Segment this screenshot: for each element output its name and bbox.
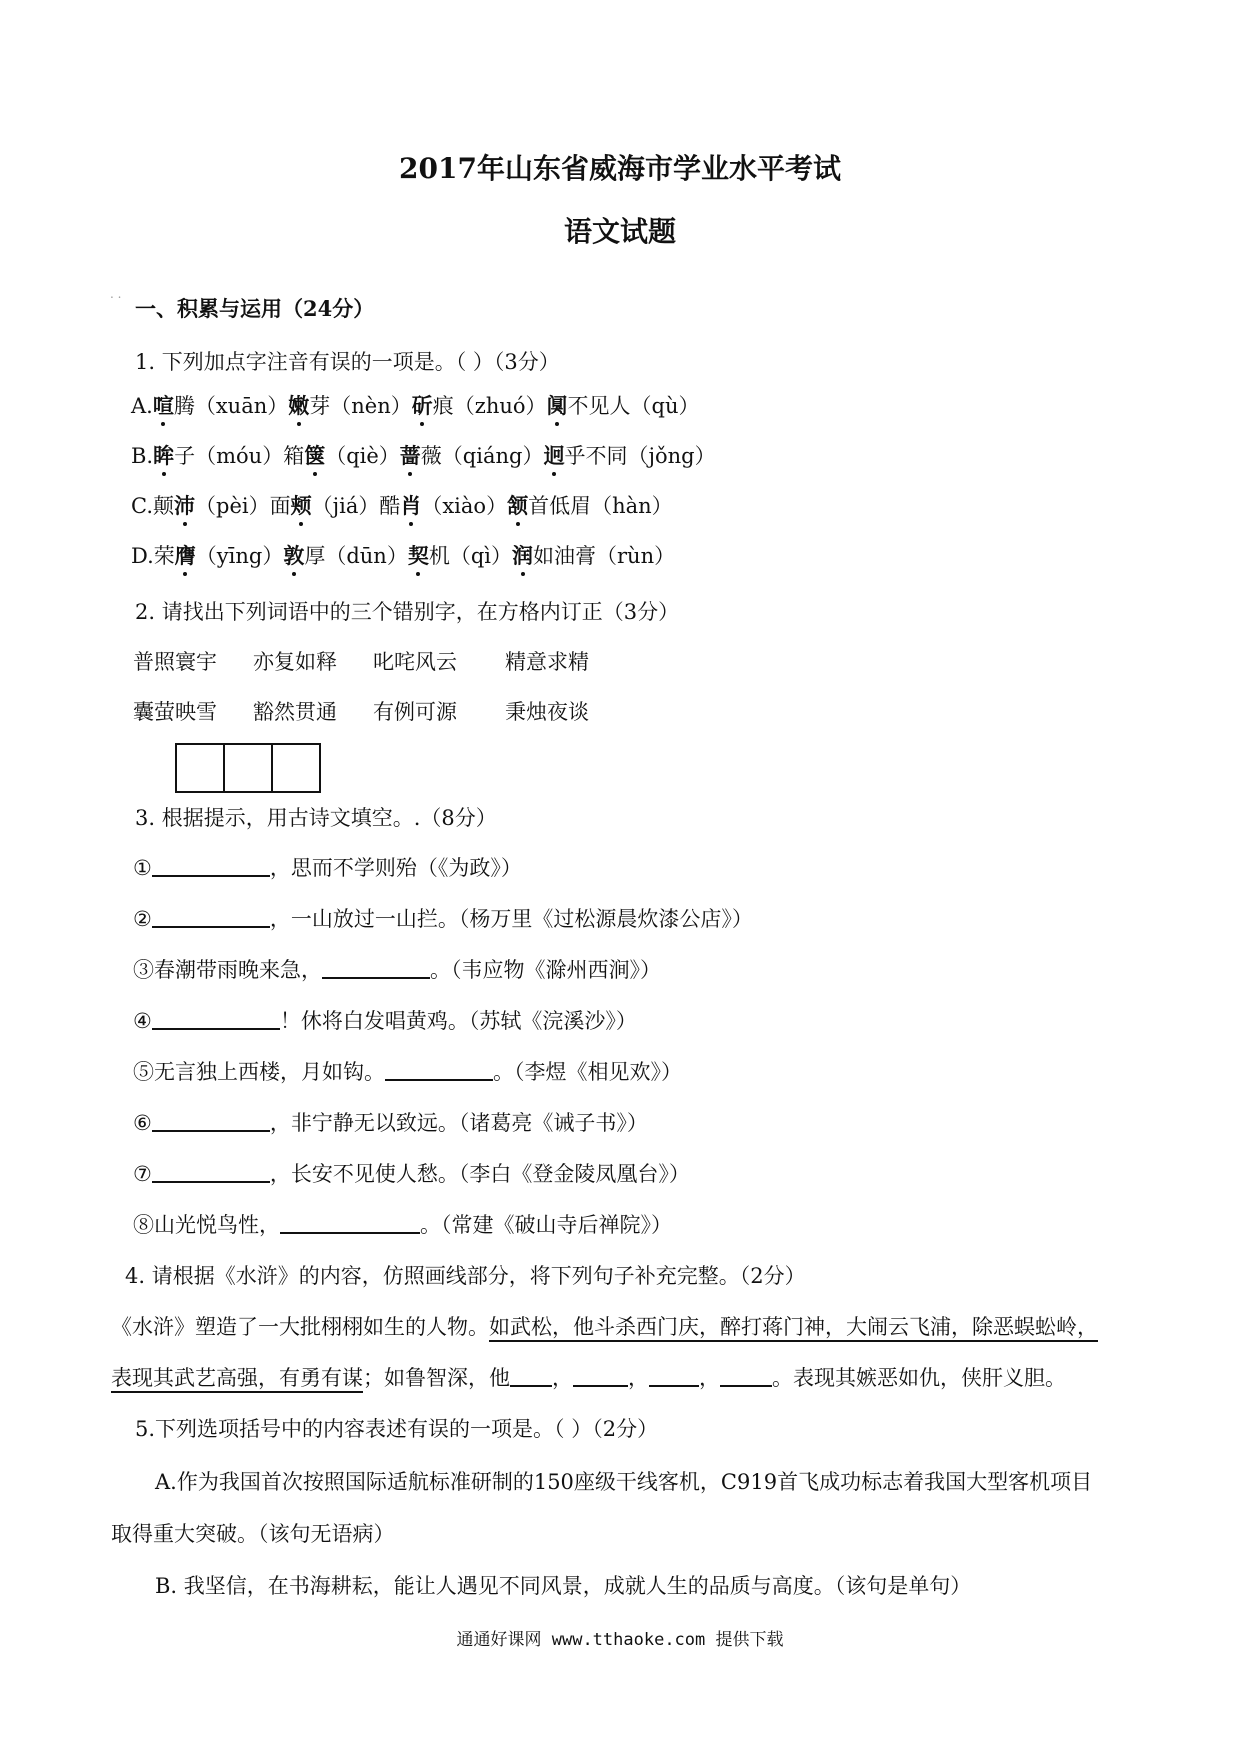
q4-underlined-text: 表现其武艺高强，有勇有谋 xyxy=(111,1366,363,1393)
q1-option-d xyxy=(131,542,675,570)
q5-option-b: B. 我坚信，在书海耕耘，能让人遇见不同风景，成就人生的品质与高度。（该句是单句） xyxy=(155,1574,972,1598)
fill-prefix: ③春潮带雨晚来急， xyxy=(133,958,322,982)
q4-text: 。表现其嫉恶如仇，侠肝义胆。 xyxy=(772,1366,1066,1390)
dotted-char: 嫩 xyxy=(288,393,310,418)
fill-blank[interactable] xyxy=(720,1365,772,1387)
q2-stem: 2. 请找出下列词语中的三个错别字，在方格内订正（3分） xyxy=(135,600,680,624)
q5-option-a-line-2: 取得重大突破。（该句无语病） xyxy=(111,1522,395,1546)
fill-line-6 xyxy=(133,1109,648,1137)
opt-text: 子（móu）箱 xyxy=(174,444,305,468)
opt-text: （jiá）酷 xyxy=(311,494,401,518)
dotted-char: 肖 xyxy=(400,493,422,518)
opt-text: 薇（qiáng） xyxy=(420,444,544,468)
dotted-char: 阒 xyxy=(546,393,568,418)
section-heading: 一、积累与运用（24分） xyxy=(135,296,375,321)
correction-box[interactable] xyxy=(175,743,225,793)
fill-blank[interactable] xyxy=(152,1110,270,1132)
fill-blank[interactable] xyxy=(649,1365,699,1387)
dotted-char: 眸 xyxy=(153,443,175,468)
opt-prefix: C.颠 xyxy=(131,494,174,518)
dotted-char: 迥 xyxy=(543,443,565,468)
q1-stem: 1. 下列加点字注音有误的一项是。（ ）（3分） xyxy=(135,350,560,374)
fill-prefix: ⑥ xyxy=(133,1111,152,1135)
q4-line-1 xyxy=(111,1313,1098,1341)
q4-underlined-text: 如武松，他斗杀西门庆，醉打蒋门神，大闹云飞浦，除恶蜈蚣岭， xyxy=(489,1315,1098,1342)
opt-text: 芽（nèn） xyxy=(309,394,412,418)
q3-stem: 3. 根据提示，用古诗文填空。.（8分） xyxy=(135,806,497,830)
q4-comma: ， xyxy=(628,1366,649,1390)
opt-text: 腾（xuān） xyxy=(173,394,289,418)
fill-blank[interactable] xyxy=(385,1059,493,1081)
q4-stem: 4. 请根据《水浒》的内容，仿照画线部分，将下列句子补充完整。（2分） xyxy=(125,1264,806,1288)
fill-line-3 xyxy=(133,956,661,984)
opt-text: 如油膏（rùn） xyxy=(533,544,676,568)
fill-blank[interactable] xyxy=(152,1008,280,1030)
q2-word: 叱咤风云 xyxy=(373,650,457,674)
fill-suffix: ，非宁静无以致远。（诸葛亮《诫子书》） xyxy=(269,1111,648,1135)
dotted-char: 敦 xyxy=(283,543,305,568)
q2-word: 有例可源 xyxy=(373,700,457,724)
fill-blank[interactable] xyxy=(510,1365,552,1387)
dotted-char: 沛 xyxy=(174,493,195,518)
page-subtitle: 语文试题 xyxy=(563,215,676,248)
q4-comma: ， xyxy=(699,1366,720,1390)
correction-boxes xyxy=(175,743,319,793)
fill-blank[interactable] xyxy=(152,855,270,877)
opt-prefix: B. xyxy=(131,444,154,468)
opt-text: （yīng） xyxy=(195,544,284,568)
fill-prefix: ② xyxy=(133,907,152,931)
fill-blank[interactable] xyxy=(322,957,430,979)
fill-suffix: ，一山放过一山拦。（杨万里《过松源晨炊漆公店》） xyxy=(269,907,753,931)
fill-prefix: ⑧山光悦鸟性， xyxy=(133,1213,280,1237)
fill-suffix: ，长安不见使人愁。（李白《登金陵凤凰台》） xyxy=(269,1162,690,1186)
opt-text: （xiào） xyxy=(421,494,508,518)
fill-prefix: ⑤无言独上西楼，月如钩。 xyxy=(133,1060,385,1084)
q5-option-a-line-1: A.作为我国首次按照国际适航标准研制的150座级干线客机，C919首飞成功标志着我国大型客机项目 xyxy=(155,1470,1093,1494)
q1-option-b xyxy=(131,442,716,470)
fill-line-1 xyxy=(133,854,522,882)
opt-text: 厚（dūn） xyxy=(304,544,408,568)
fill-suffix: ，思而不学则殆（《为政》） xyxy=(269,856,522,880)
fill-suffix: 。（李煜《相见欢》） xyxy=(493,1060,682,1084)
correction-box[interactable] xyxy=(271,743,321,793)
dotted-char: 润 xyxy=(512,543,533,568)
fill-blank[interactable] xyxy=(152,1161,270,1183)
fill-blank[interactable] xyxy=(573,1365,628,1387)
opt-text: 不见人（qù） xyxy=(567,394,700,418)
opt-text: 机（qì） xyxy=(428,544,512,568)
opt-text: （pèi）面 xyxy=(195,494,291,518)
fill-line-7 xyxy=(133,1160,690,1188)
fill-line-2 xyxy=(133,905,753,933)
q2-word: 普照寰宇 xyxy=(133,650,217,674)
dotted-char: 喧 xyxy=(152,393,174,418)
q5-stem: 5.下列选项括号中的内容表述有误的一项是。（ ）（2分） xyxy=(135,1417,659,1441)
page-footer: 通通好课网 www.tthaoke.com 提供下载 xyxy=(456,1630,784,1650)
stray-marks: . . xyxy=(110,287,122,301)
q2-word: 囊萤映雪 xyxy=(133,700,217,724)
q1-option-a xyxy=(131,392,699,420)
fill-blank[interactable] xyxy=(280,1212,420,1234)
correction-box[interactable] xyxy=(223,743,273,793)
q2-word: 豁然贯通 xyxy=(253,700,337,724)
opt-text: 乎不同（jǒng） xyxy=(564,444,716,468)
q4-text: 《水浒》塑造了一大批栩栩如生的人物。 xyxy=(111,1315,489,1339)
q4-line-2 xyxy=(111,1364,1066,1392)
opt-text: 首低眉（hàn） xyxy=(528,494,673,518)
fill-suffix: 。（常建《破山寺后禅院》） xyxy=(420,1213,672,1237)
opt-text: 痕（zhuó） xyxy=(432,394,547,418)
fill-prefix: ⑦ xyxy=(133,1162,152,1186)
fill-line-4 xyxy=(133,1007,637,1035)
q2-word: 精意求精 xyxy=(505,650,589,674)
q4-text: ；如鲁智深，他 xyxy=(363,1366,510,1390)
q4-comma: ， xyxy=(552,1366,573,1390)
q2-word: 亦复如释 xyxy=(253,650,337,674)
dotted-char: 颔 xyxy=(507,493,529,518)
dotted-char: 斫 xyxy=(411,393,433,418)
opt-prefix: A. xyxy=(131,394,153,418)
dotted-char: 契 xyxy=(407,543,429,568)
fill-suffix: ！休将白发唱黄鸡。（苏轼《浣溪沙》） xyxy=(279,1009,637,1033)
fill-line-5 xyxy=(133,1058,682,1086)
opt-prefix: D.荣 xyxy=(131,544,175,568)
dotted-char: 蔷 xyxy=(399,443,421,468)
fill-prefix: ① xyxy=(133,856,152,880)
dotted-char: 膺 xyxy=(174,543,196,568)
q1-option-c xyxy=(131,492,673,520)
fill-suffix: 。（韦应物《滁州西涧》） xyxy=(430,958,661,982)
page-title: 2017年山东省威海市学业水平考试 xyxy=(399,152,841,185)
dotted-char: 箧 xyxy=(304,443,326,468)
fill-blank[interactable] xyxy=(152,906,270,928)
opt-text: （qiè） xyxy=(325,444,400,468)
dotted-char: 颊 xyxy=(290,493,312,518)
fill-line-8 xyxy=(133,1211,672,1239)
fill-prefix: ④ xyxy=(133,1009,152,1033)
q2-word: 秉烛夜谈 xyxy=(505,700,589,724)
